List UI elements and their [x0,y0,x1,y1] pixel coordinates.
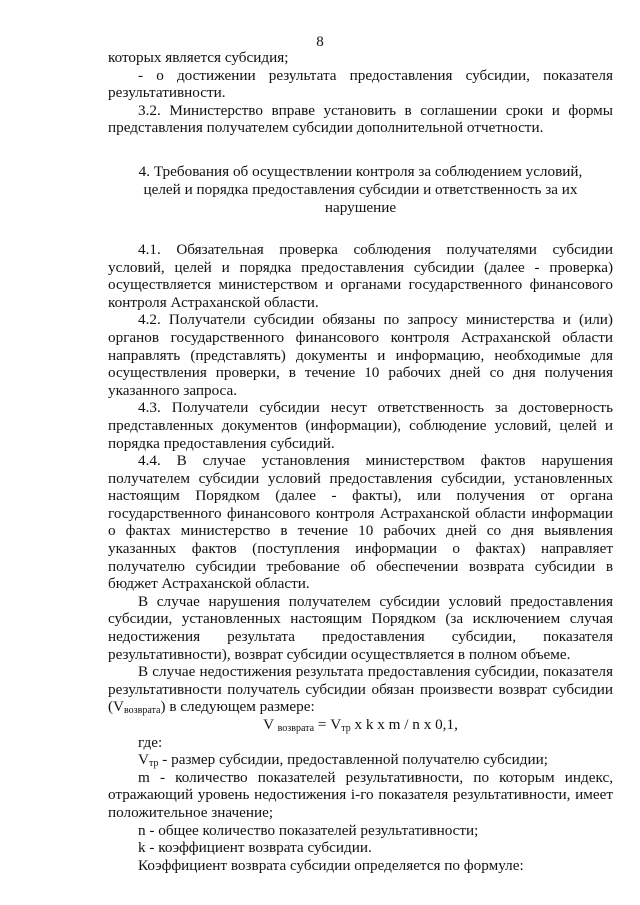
definition-vtr [108,751,613,769]
return-text-before: В случае недостижения результата предоставления субсидии, показателя результативности получатель субсидии обязан произвести возврат субсидии (V [108,663,613,716]
section-heading: 4. Требования об осуществлении контроля за соблюдением условий, целей и порядка предоставления субсидии и ответственность за их нарушение [138,162,583,216]
document-body [108,49,613,874]
formula-rhs-subscript: тр [341,723,351,734]
return-formula [108,716,613,734]
paragraph-result-item: - о достижении результата предоставления субсидии, показателя результативности. [108,66,613,102]
definition-text: - количество показателей результативности, по которым индекс, отражающий уровень недостижения i-го показателя результативности, имеет положительное значение; [108,768,613,821]
definition-subscript: тр [148,758,159,770]
formula-lhs-subscript: возврата [277,723,315,734]
definition-text: - общее количество показателей результативности; [145,821,479,839]
paragraph-continuation: которых является субсидия; [108,49,289,66]
paragraph-4-3: 4.3. Получатели субсидии несут ответственность за достоверность представленных документов (информации), соблюдение условий, целей и порядка предоставления субсидий. [108,399,613,452]
page-number: 8 [316,34,324,50]
definition-symbol: n [138,821,146,839]
paragraph-return-amount [108,663,613,716]
definition-symbol: k [138,839,146,857]
return-text-after: ) в следующем размере: [160,698,315,716]
paragraph-3-2: 3.2. Министерство вправе установить в соглашении сроки и формы представления получателем субсидии дополнительной отчетности. [108,101,613,137]
where-label: где: [138,733,163,751]
paragraph-4-4: 4.4. В случае установления министерством фактов нарушения получателем субсидии условий предоставления субсидии, установленных настоящим Порядком (далее - факты), или получения от органа государственного финансового контроля Астраханской области информации о фактах министерство в течение 10 рабочих дней со дня выявления указанных фактов (поступления информации о фактах) направляет получателю субсидии требование об обеспечении возврата субсидии в бюджет Астраханской области. [108,452,613,593]
definition-symbol: V [138,751,149,769]
definition-k [108,839,613,857]
definition-text: - коэффициент возврата субсидии. [145,839,372,857]
return-subscript: возврата [124,705,161,717]
formula-lhs-symbol: V [263,716,274,733]
paragraph-4-1: 4.1. Обязательная проверка соблюдения получателями субсидии условий, целей и порядка предоставления субсидии (далее - проверка) осуществляется министерством и органами государственного финансового контроля Астраханской области. [108,240,613,311]
formula-equals: = V [314,716,342,733]
definition-m [108,769,613,822]
paragraph-4-2: 4.2. Получатели субсидии обязаны по запросу министерства и (или) органов государственного финансового контроля Астраханской области направлять (представлять) документы и информацию, необходимые для осуществления проверки, в течение 10 рабочих дней со дня получения указанного запроса. [108,311,613,399]
paragraph-violation: В случае нарушения получателем субсидии условий предоставления субсидии, установленных настоящим Порядком (за исключением случая недостижения результата предоставления субсидии, показателя результативности), возврат субсидии осуществляется в полном объеме. [108,592,613,663]
formula-rhs-rest: x k x m / n x 0,1, [350,716,458,733]
definition-text: - размер субсидии, предоставленной получателю субсидии; [158,751,548,769]
definition-symbol: m [138,768,150,786]
definition-n [108,822,613,840]
paragraph-coefficient: Коэффициент возврата субсидии определяется по формуле: [138,856,524,874]
